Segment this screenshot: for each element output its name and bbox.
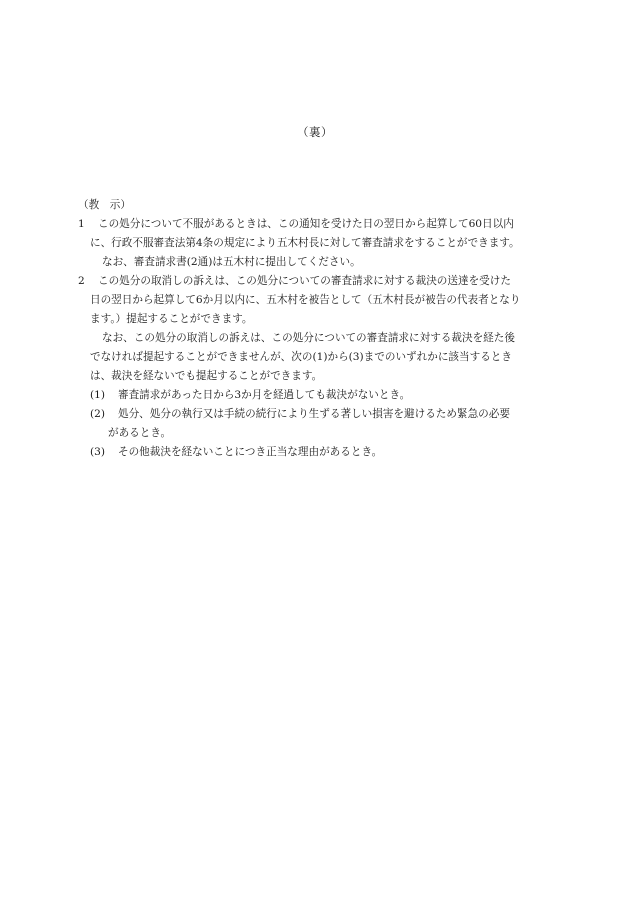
item-1-first-line bbox=[78, 215, 556, 234]
item-1-line: に、行政不服審査法第4条の規定により五木村長に対して審査請求をすることができます。 bbox=[90, 237, 520, 249]
item-1-note-line: なお、審査請求書(2通)は五木村に提出してください。 bbox=[102, 256, 361, 268]
reverse-side-mark: （裏） bbox=[297, 125, 333, 139]
item-2-note-line: でなければ提起することができませんが、次の(1)から(3)までのいずれかに該当するとき bbox=[90, 351, 512, 363]
item-2-line: ます。）提起することができます。 bbox=[90, 313, 253, 325]
sub-item-2-continuation: があるとき。 bbox=[108, 427, 172, 439]
instruction-notice bbox=[78, 196, 556, 462]
sub-item-2-text: 処分、処分の執行又は手続の続行により生ずる著しい損害を避けるため緊急の必要 bbox=[118, 408, 510, 420]
sub-item-1-text: 審査請求があった日から3か月を経過しても裁決がないとき。 bbox=[118, 389, 411, 401]
sub-item-3-text: その他裁決を経ないことにつき正当な理由があるとき。 bbox=[118, 446, 383, 458]
item-2-note-line: なお、この処分の取消しの訴えは、この処分についての審査請求に対する裁決を経た後 bbox=[102, 332, 515, 344]
item-2-first-line bbox=[78, 272, 556, 291]
item-1-number: 1 bbox=[78, 218, 85, 230]
sub-item-3-number: (3) bbox=[90, 446, 106, 458]
notice-heading: （教 示） bbox=[78, 199, 131, 211]
item-2-text: この処分の取消しの訴えは、この処分についての審査請求に対する裁決の送達を受けた bbox=[98, 275, 511, 287]
sub-item-1 bbox=[78, 386, 556, 405]
item-2-line: 日の翌日から起算して6か月以内に、五木村を被告として（五木村長が被告の代表者となり bbox=[90, 294, 521, 306]
item-1-text: この処分について不服があるときは、この通知を受けた日の翌日から起算して60日以内 bbox=[98, 218, 514, 230]
sub-item-3 bbox=[78, 443, 556, 462]
item-2-number: 2 bbox=[78, 275, 85, 287]
item-2-note-line: は、裁決を経ないでも提起することができます。 bbox=[90, 370, 323, 382]
sub-item-1-number: (1) bbox=[90, 389, 106, 401]
sub-item-2-number: (2) bbox=[90, 408, 106, 420]
sub-item-2 bbox=[78, 405, 556, 424]
